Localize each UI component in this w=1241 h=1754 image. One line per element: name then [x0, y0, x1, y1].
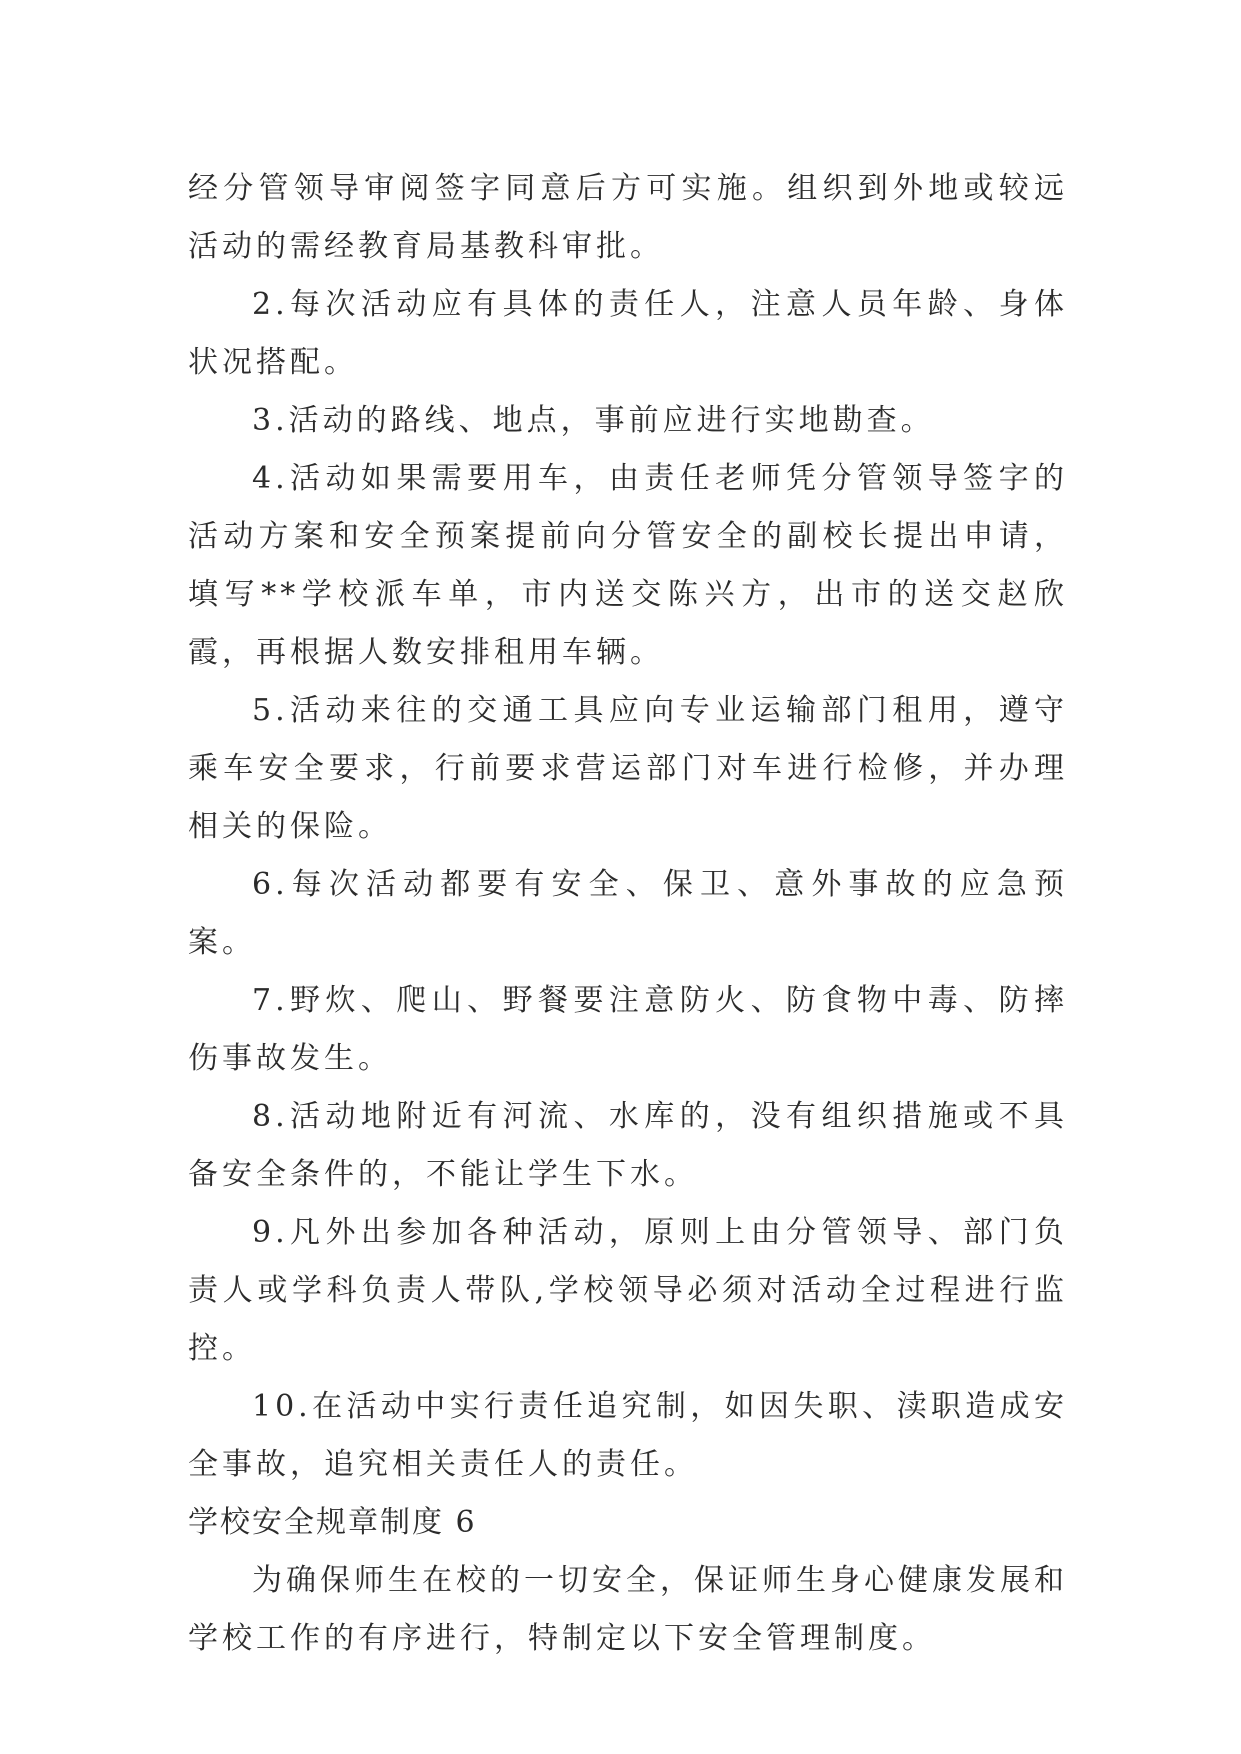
paragraph-continuation: 经分管领导审阅签字同意后方可实施。组织到外地或较远活动的需经教育局基教科审批。: [188, 171, 1068, 264]
document-body: [188, 160, 1068, 1668]
paragraph-item-4: 4.活动如果需要用车，由责任老师凭分管领导签字的活动方案和安全预案提前向分管安全的副校长提出申请，填写**学校派车单，市内送交陈兴方，出市的送交赵欣霞，再根据人数安排租用车辆。: [188, 461, 1068, 670]
section-heading: 学校安全规章制度 6: [188, 1505, 477, 1540]
paragraph-item-7: 7.野炊、爬山、野餐要注意防火、防食物中毒、防摔伤事故发生。: [188, 983, 1068, 1076]
paragraph-item-9: 9.凡外出参加各种活动，原则上由分管领导、部门负责人或学科负责人带队,学校领导必须对活动全过程进行监控。: [188, 1215, 1068, 1366]
paragraph-item-10: 10.在活动中实行责任追究制，如因失职、渎职造成安全事故，追究相关责任人的责任。: [188, 1389, 1068, 1482]
paragraph-item-6: 6.每次活动都要有安全、保卫、意外事故的应急预案。: [188, 867, 1068, 960]
paragraph-item-3: 3.活动的路线、地点，事前应进行实地勘查。: [252, 403, 935, 438]
paragraph-item-8: 8.活动地附近有河流、水库的，没有组织措施或不具备安全条件的，不能让学生下水。: [188, 1099, 1068, 1192]
paragraph-item-2: 2.每次活动应有具体的责任人，注意人员年龄、身体状况搭配。: [188, 287, 1068, 380]
section-intro-paragraph: 为确保师生在校的一切安全，保证师生身心健康发展和学校工作的有序进行，特制定以下安全管理制度。: [188, 1563, 1068, 1656]
paragraph-item-5: 5.活动来往的交通工具应向专业运输部门租用，遵守乘车安全要求，行前要求营运部门对车进行检修，并办理相关的保险。: [188, 693, 1068, 844]
